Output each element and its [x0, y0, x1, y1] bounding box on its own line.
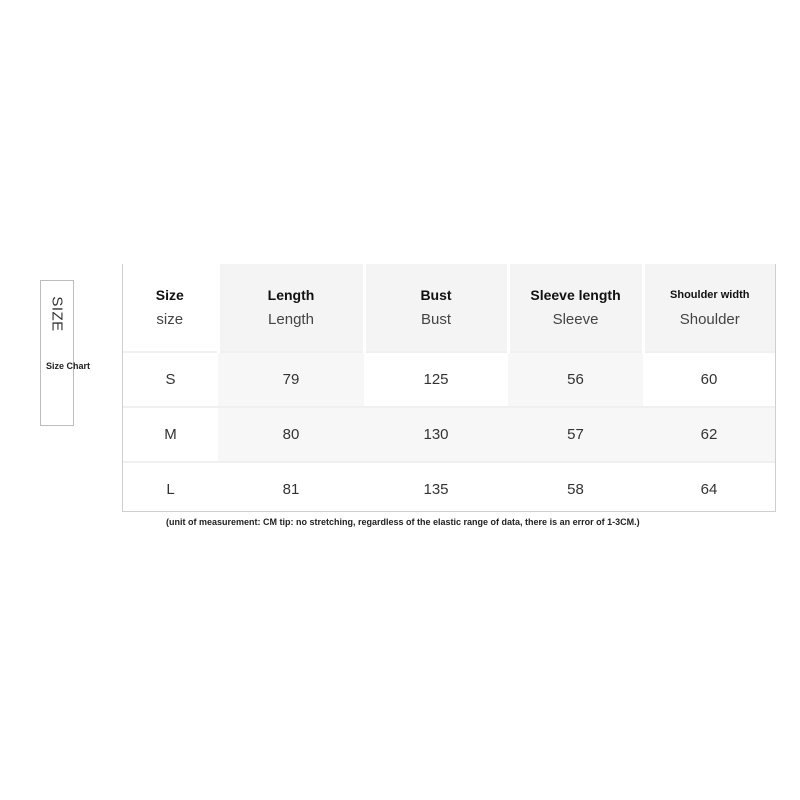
cell-shoulder: 64: [643, 462, 775, 516]
cell-shoulder: 62: [643, 407, 775, 462]
header-size: [123, 264, 218, 352]
size-chart-table: [122, 264, 776, 512]
header-shoulder-title: Shoulder width: [670, 288, 750, 301]
cell-sleeve: 58: [508, 462, 643, 516]
header-size-subtitle: size: [156, 310, 184, 328]
cell-length: 81: [218, 462, 364, 516]
cell-size: S: [123, 352, 218, 407]
cell-sleeve: 57: [508, 407, 643, 462]
size-chart-caption: Size Chart: [46, 361, 91, 371]
header-length-subtitle: Length: [268, 310, 314, 328]
measurement-note: (unit of measurement: CM tip: no stretching, regardless of the elastic range of data, there is an error of 1-3CM.): [166, 517, 640, 527]
cell-shoulder: 60: [643, 352, 775, 407]
table-row: [123, 352, 775, 407]
header-bust-subtitle: Bust: [420, 310, 451, 328]
header-size-title: Size: [155, 286, 184, 303]
header-bust: [364, 264, 508, 352]
cell-length: 80: [218, 407, 364, 462]
cell-length: 79: [218, 352, 364, 407]
table-row: [123, 462, 775, 516]
header-sleeve-title: Sleeve length: [530, 286, 621, 303]
size-vertical-label: SIZE: [48, 296, 66, 332]
header-sleeve-subtitle: Sleeve: [552, 310, 599, 328]
cell-bust: 135: [364, 462, 508, 516]
header-length-title: Length: [267, 286, 315, 303]
header-sleeve: [508, 264, 643, 352]
header-shoulder-subtitle: Shoulder: [679, 310, 740, 328]
header-shoulder: [643, 264, 775, 352]
header-bust-title: Bust: [420, 286, 452, 303]
cell-size: L: [123, 462, 218, 516]
size-table: [123, 264, 775, 516]
table-row: [123, 407, 775, 462]
cell-bust: 125: [364, 352, 508, 407]
cell-bust: 130: [364, 407, 508, 462]
header-length: [218, 264, 364, 352]
cell-sleeve: 56: [508, 352, 643, 407]
cell-size: M: [123, 407, 218, 462]
table-header-row: [123, 264, 775, 352]
